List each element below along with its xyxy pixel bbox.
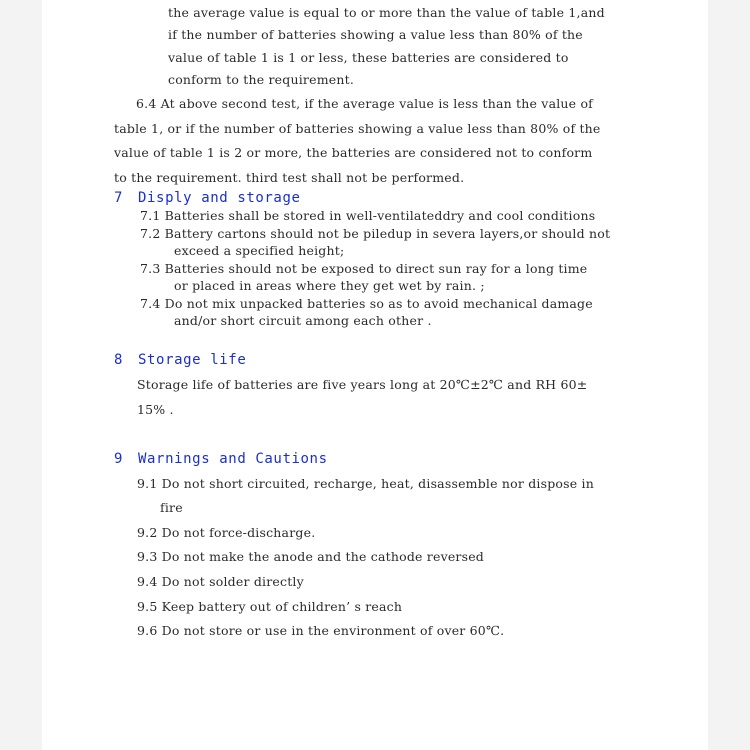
item-7-2-cont: exceed a specified height; <box>174 243 345 258</box>
item-7-4: 7.4 Do not mix unpacked batteries so as to avoid mechanical damage <box>140 296 593 311</box>
section6-text-line: the average value is equal to or more than the value of table 1,and <box>168 5 605 20</box>
item-9-5: 9.5 Keep battery out of children’ s reach <box>137 599 403 614</box>
document-page <box>42 0 708 750</box>
item-9-3: 9.3 Do not make the anode and the cathode reversed <box>137 549 485 564</box>
item-9-1: 9.1 Do not short circuited, recharge, heat, disassemble nor dispose in <box>137 476 594 491</box>
section-7-heading <box>114 189 301 207</box>
item-9-6: 9.6 Do not store or use in the environment of over 60℃. <box>137 623 505 638</box>
item-9-1-cont: fire <box>160 500 183 515</box>
section6-text-line: value of table 1 is 1 or less, these batteries are considered to <box>168 50 569 65</box>
paragraph-6-4-line: table 1, or if the number of batteries showing a value less than 80% of the <box>114 121 601 136</box>
section-title: Disply and storage <box>138 190 301 206</box>
section-title: Warnings and Cautions <box>138 451 328 467</box>
section6-text-line: conform to the requirement. <box>168 72 354 87</box>
section-number: 8 <box>114 352 124 368</box>
section-8-text-cont: 15% . <box>137 402 174 417</box>
item-7-4-cont: and/or short circuit among each other . <box>174 313 432 328</box>
item-7-3-cont: or placed in areas where they get wet by rain. ; <box>174 278 485 293</box>
section-number: 9 <box>114 451 124 467</box>
section-8-heading <box>114 351 246 369</box>
paragraph-6-4-line: to the requirement. third test shall not be performed. <box>114 170 465 185</box>
paragraph-6-4-line: 6.4 At above second test, if the average value is less than the value of <box>136 96 593 111</box>
item-7-3: 7.3 Batteries should not be exposed to direct sun ray for a long time <box>140 261 588 276</box>
item-9-2: 9.2 Do not force-discharge. <box>137 525 316 540</box>
section6-text-line: if the number of batteries showing a value less than 80% of the <box>168 27 583 42</box>
item-7-1: 7.1 Batteries shall be stored in well-ventilateddry and cool conditions <box>140 208 596 223</box>
section-8-text: Storage life of batteries are five years long at 20℃±2℃ and RH 60± <box>137 377 588 392</box>
paragraph-6-4-line: value of table 1 is 2 or more, the batteries are considered not to conform <box>114 145 593 160</box>
item-7-2: 7.2 Battery cartons should not be piledup in severa layers,or should not <box>140 226 611 241</box>
section-number: 7 <box>114 190 124 206</box>
item-9-4: 9.4 Do not solder directly <box>137 574 304 589</box>
section-9-heading <box>114 450 328 468</box>
section-title: Storage life <box>138 352 247 368</box>
